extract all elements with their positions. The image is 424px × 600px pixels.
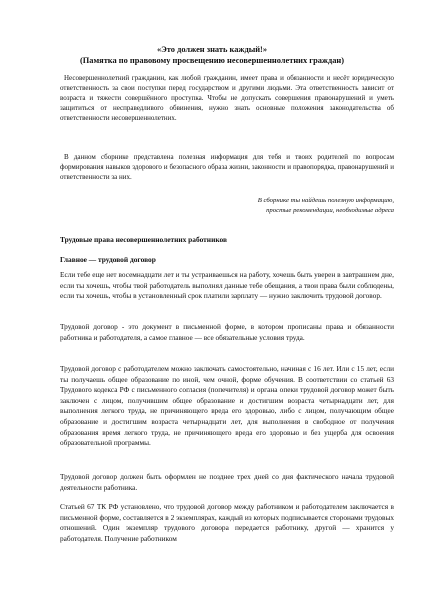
intro-paragraph-2: В данном сборнике представлена полезная информация для тебя и твоих родителей по вопросам формирования навыков здорового и безопасного образа жизни, законности и правопорядка, правонарушений и ответственности за них. [60, 153, 394, 182]
document-title: «Это должен знать каждый!» [156, 45, 268, 54]
body-paragraph-1: Если тебе еще нет восемнадцати лет и ты устраиваешься на работу, хочешь быть уверен в завтрашнем дне, если ты хочешь, чтобы твой работодатель выполнял данные тебе обещания, а твои права были соблюдены, если ты хочешь, чтобы в установленный срок платили зарплату — нужно заключить трудовой договор. [60, 270, 394, 301]
body-paragraph-2: Трудовой договор - это документ в письменной форме, в котором прописаны права и обязанности работника и работодателя, а самое главное — все обязательные условия труда. [60, 322, 394, 342]
collection-note [174, 196, 394, 216]
body-paragraph-3: Трудовой договор с работодателем можно заключать самостоятельно, начиная с 16 лет. Или с 15 лет, если ты получаешь общее образование по иной, чем очной, форме обучения. В соответствии со статьей 63 Трудового кодекса РФ с письменного согласия (попечителя) и органа опеки трудовой договор может быть заключен с лицом, получившим общее образование и достигшим возраста четырнадцати лет, для выполнения легкого труда, не причиняющего вреда его здоровью, либо с лицом, получающим общее образование и достигшим возраста четырнадцати лет, для выполнения в свободное от получения образования время легкого труда, не причиняющего вреда его здоровью и без ущерба для освоения образовательной программы. [60, 364, 394, 448]
body-paragraph-4: Трудовой договор должен быть оформлен не позднее трех дней со дня фактического начала трудовой деятельности работника. [60, 472, 394, 492]
collection-note-line-1: В сборнике ты найдешь полезную информацию, [257, 197, 394, 204]
intro-paragraph-1: Несовершеннолетний гражданин, как любой гражданин, имеет права и обязанности и несёт юридическую ответственность за свои поступки перед государством и другими людьми. Эта ответственность зависит от возраста и тяжести совершённого проступка. Чтобы не допускать совершения правонарушений и уметь защититься от несправедливого обвинения, нужно знать основные положения законодательства об ответственности несовершеннолетних. [60, 74, 394, 123]
document-subtitle: (Памятка по правовому просвещению несовершеннолетних граждан) [79, 56, 345, 65]
collection-note-line-2: простые рекомендации, необходимые адреса [266, 207, 394, 214]
section-subheading: Главное — трудовой договор [60, 255, 156, 264]
section-heading: Трудовые права несовершеннолетних работников [60, 235, 227, 244]
body-paragraph-5: Статьей 67 ТК РФ установлено, что трудовой договор между работником и работодателем заключается в письменной форме, составляется в 2 экземплярах, каждый из которых подписывается сторонами трудовых отношений. Один экземпляр трудового договора передается работнику, другой — хранится у работодателя. Получение работником [60, 502, 394, 543]
